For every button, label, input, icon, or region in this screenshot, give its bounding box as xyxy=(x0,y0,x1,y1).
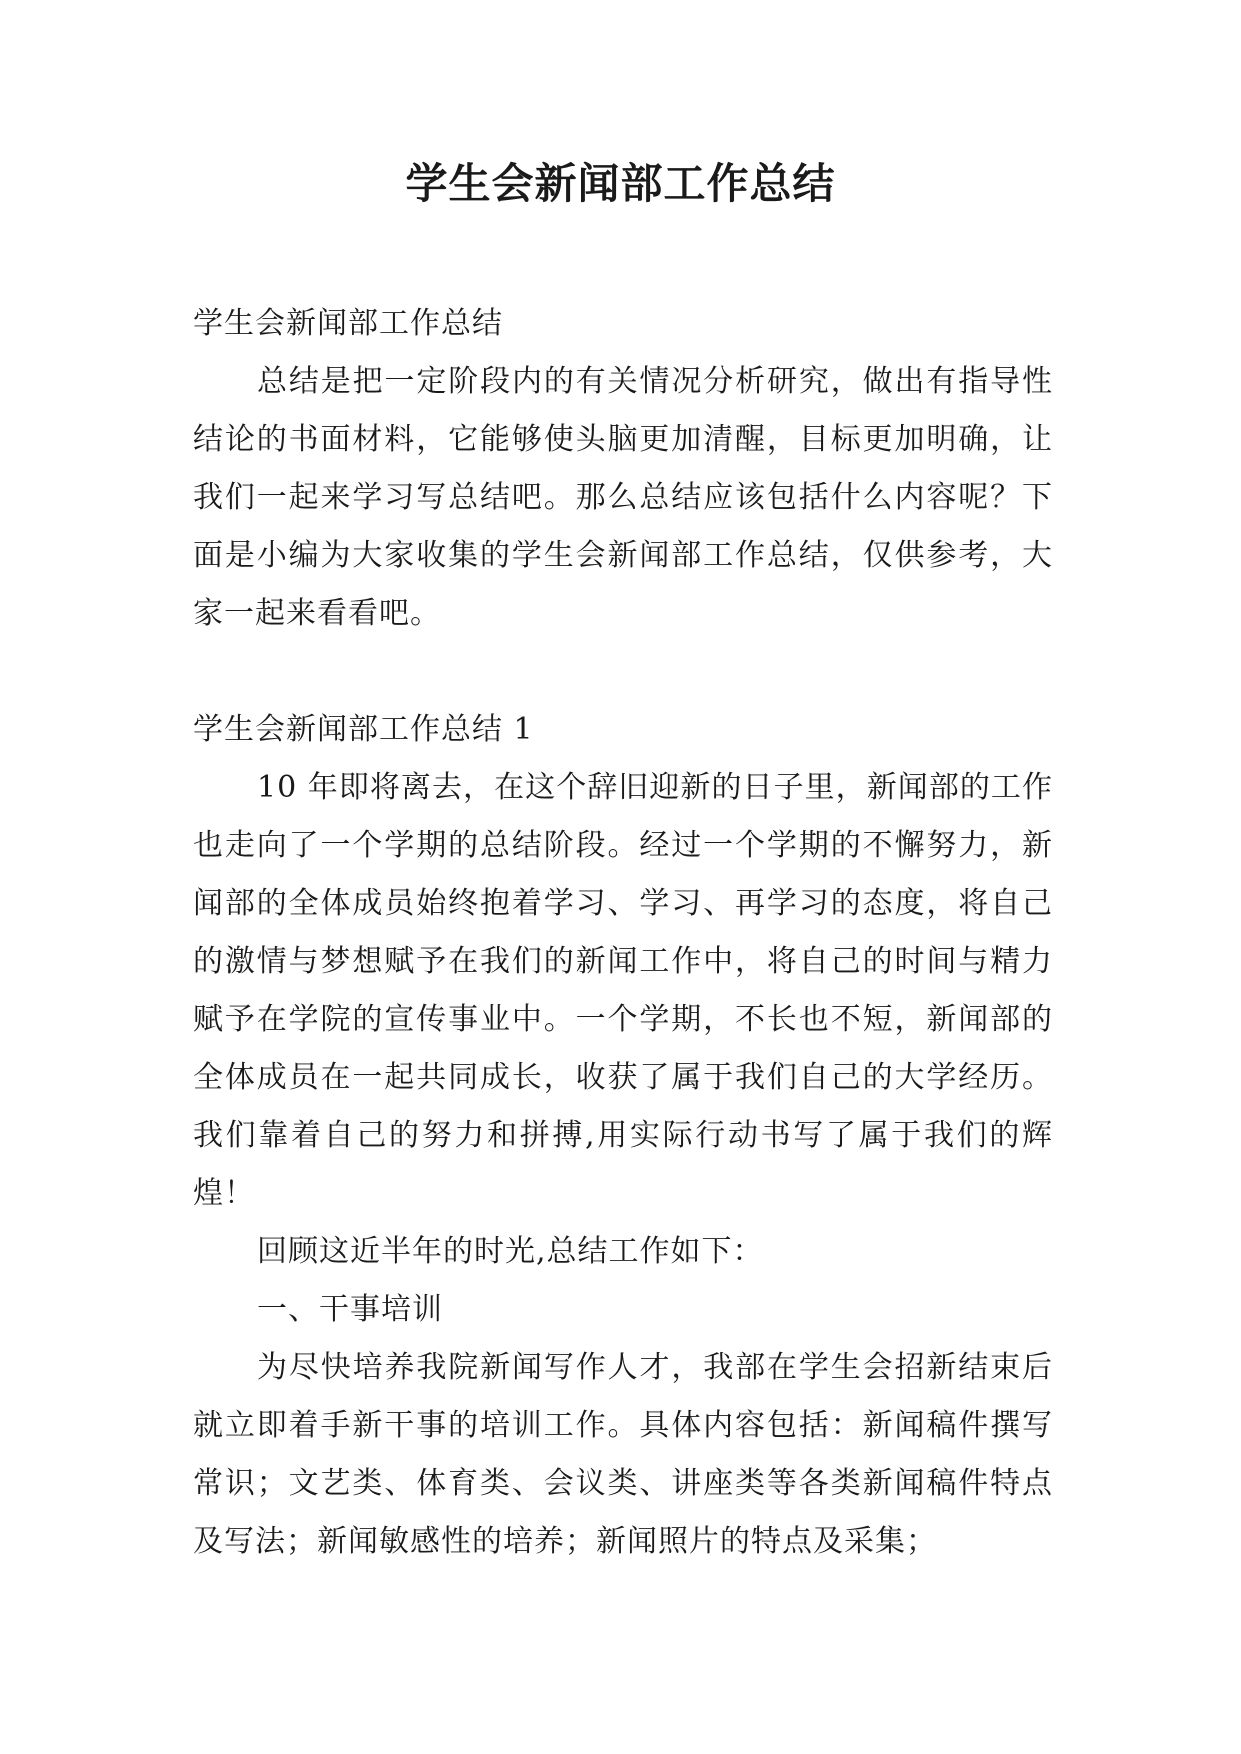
section-paragraph: 回顾这近半年的时光,总结工作如下： xyxy=(257,1234,764,1269)
document-body xyxy=(193,295,1053,1571)
section-paragraph: 10 年即将离去，在这个辞旧迎新的日子里，新闻部的工作也走向了一个学期的总结阶段。经过一个学期的不懈努力，新闻部的全体成员始终抱着学习、学习、再学习的态度，将自己的激情与梦想赋予在我们的新闻工作中，将自己的时间与精力赋予在学院的宣传事业中。一个学期，不长也不短，新闻部的全体成员在一起共同成长，收获了属于我们自己的大学经历。我们靠着自己的努力和拼搏,用实际行动书写了属于我们的辉煌！ xyxy=(193,770,1053,1211)
document-title: 学生会新闻部工作总结 xyxy=(405,159,836,208)
section-heading: 学生会新闻部工作总结 1 xyxy=(193,712,534,747)
document-subtitle: 学生会新闻部工作总结 xyxy=(193,306,503,341)
item-paragraph: 为尽快培养我院新闻写作人才，我部在学生会招新结束后就立即着手新干事的培训工作。具体内容包括：新闻稿件撰写常识；文艺类、体育类、会议类、讲座类等各类新闻稿件特点及写法；新闻敏感性的培养；新闻照片的特点及采集； xyxy=(193,1350,1053,1559)
paragraph-spacer xyxy=(193,643,1053,701)
intro-paragraph: 总结是把一定阶段内的有关情况分析研究，做出有指导性结论的书面材料，它能够使头脑更加清醒，目标更加明确，让我们一起来学习写总结吧。那么总结应该包括什么内容呢？下面是小编为大家收集的学生会新闻部工作总结，仅供参考，大家一起来看看吧。 xyxy=(193,364,1053,631)
item-heading: 一、干事培训 xyxy=(257,1292,443,1327)
